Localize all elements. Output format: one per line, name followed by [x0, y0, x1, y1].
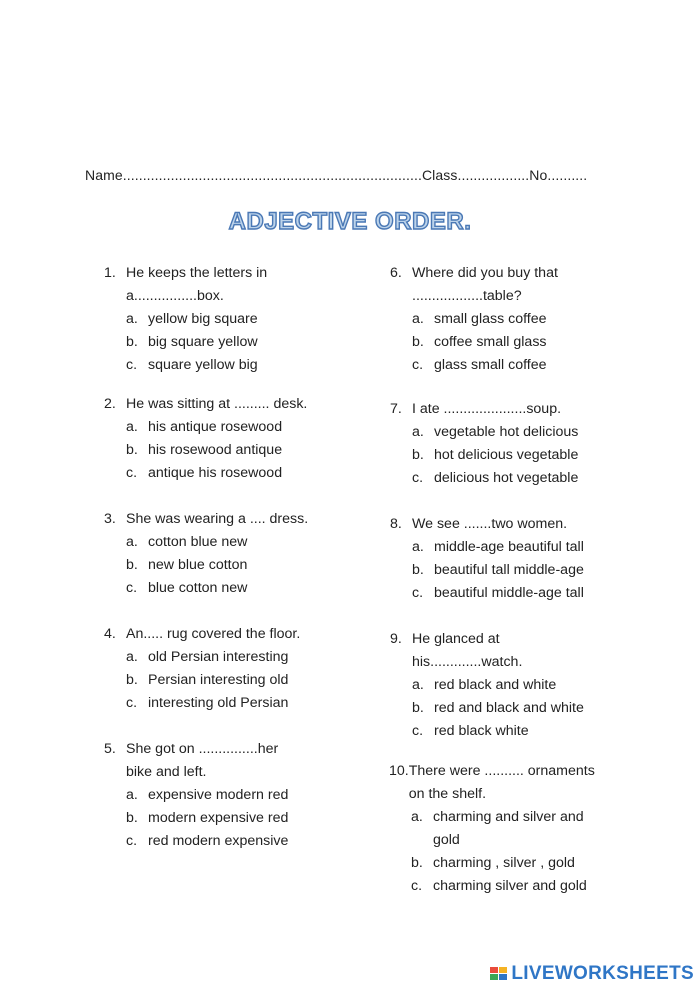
- question-text: He keeps the letters in a................box.: [126, 265, 268, 304]
- option-letter: c.: [126, 357, 138, 373]
- question-text: I ate .....................soup.: [412, 401, 562, 417]
- question-text: We see .......two women.: [412, 516, 568, 532]
- question-text: He glanced at his.............watch.: [412, 631, 523, 670]
- option-a[interactable]: [390, 421, 640, 444]
- option-text: beautiful middle-age tall: [434, 585, 584, 601]
- option-c[interactable]: [104, 354, 374, 377]
- option-letter: a.: [412, 424, 424, 440]
- question-8: [390, 513, 640, 605]
- option-letter: a.: [412, 539, 424, 555]
- question-7: [390, 398, 640, 490]
- option-text: hot delicious vegetable: [434, 447, 579, 463]
- option-letter: a.: [412, 311, 424, 327]
- option-text: red black and white: [434, 677, 557, 693]
- option-letter: b.: [412, 334, 424, 350]
- option-b[interactable]: [389, 852, 639, 875]
- option-text: red and black and white: [434, 700, 584, 716]
- question-3: [104, 508, 374, 600]
- option-b[interactable]: [104, 331, 374, 354]
- option-text: antique his rosewood: [148, 465, 283, 481]
- option-a[interactable]: [390, 674, 640, 697]
- question-text: There were .......... ornaments on the shelf.: [408, 763, 595, 802]
- question-number: 9.: [390, 631, 402, 647]
- option-text: charming , silver , gold: [433, 855, 575, 871]
- worksheet-title-text: ADJECTIVE ORDER.: [228, 208, 472, 235]
- question-number: 2.: [104, 396, 116, 412]
- option-letter: b.: [126, 810, 138, 826]
- option-b[interactable]: [104, 439, 374, 462]
- option-text: modern expensive red: [148, 810, 289, 826]
- question-6: [390, 262, 640, 377]
- question-text: She was wearing a .... dress.: [126, 511, 309, 527]
- option-letter: a.: [126, 311, 138, 327]
- option-text: yellow big square: [148, 311, 258, 327]
- option-text: his antique rosewood: [148, 419, 283, 435]
- question-number: 5.: [104, 741, 116, 757]
- liveworksheets-logo-icon: [490, 966, 508, 982]
- question-number: 1.: [104, 265, 116, 281]
- option-c[interactable]: [389, 875, 639, 898]
- option-text: middle-age beautiful tall: [434, 539, 584, 555]
- logo-square: [490, 974, 498, 980]
- option-text: cotton blue new: [148, 534, 248, 550]
- option-letter: a.: [412, 677, 424, 693]
- option-text: red black white: [434, 723, 529, 739]
- option-text: charming and silver and gold: [433, 809, 584, 848]
- option-b[interactable]: [390, 697, 640, 720]
- question-number: 8.: [390, 516, 402, 532]
- question-text: She got on ...............her bike and left.: [126, 741, 279, 780]
- option-letter: b.: [126, 672, 138, 688]
- question-1: [104, 262, 374, 377]
- option-c[interactable]: [390, 467, 640, 490]
- option-a[interactable]: [390, 308, 640, 331]
- option-text: old Persian interesting: [148, 649, 289, 665]
- question-10: [389, 760, 639, 898]
- option-b[interactable]: [390, 559, 640, 582]
- logo-square: [490, 967, 498, 973]
- option-text: red modern expensive: [148, 833, 289, 849]
- option-letter: c.: [412, 585, 424, 601]
- option-c[interactable]: [390, 582, 640, 605]
- option-letter: c.: [412, 723, 424, 739]
- option-text: square yellow big: [148, 357, 258, 373]
- option-b[interactable]: [104, 669, 374, 692]
- option-text: beautiful tall middle-age: [434, 562, 584, 578]
- option-text: delicious hot vegetable: [434, 470, 579, 486]
- option-a[interactable]: [104, 308, 374, 331]
- option-letter: c.: [126, 695, 138, 711]
- option-letter: b.: [126, 334, 138, 350]
- option-a[interactable]: [104, 784, 374, 807]
- option-b[interactable]: [104, 554, 374, 577]
- option-a[interactable]: [104, 646, 374, 669]
- question-number: 6.: [390, 265, 402, 281]
- worksheet-title: [0, 203, 700, 239]
- option-a[interactable]: [389, 806, 639, 852]
- option-b[interactable]: [390, 444, 640, 467]
- option-letter: b.: [412, 700, 424, 716]
- option-c[interactable]: [104, 692, 374, 715]
- liveworksheets-watermark: [490, 963, 694, 985]
- question-text: An..... rug covered the floor.: [126, 626, 301, 642]
- question-number: 7.: [390, 401, 402, 417]
- liveworksheets-brand-text: LIVEWORKSHEETS: [511, 963, 694, 984]
- question-4: [104, 623, 374, 715]
- option-b[interactable]: [390, 331, 640, 354]
- option-a[interactable]: [104, 416, 374, 439]
- question-number: 3.: [104, 511, 116, 527]
- option-letter: c.: [412, 470, 424, 486]
- option-text: blue cotton new: [148, 580, 248, 596]
- option-letter: c.: [411, 878, 423, 894]
- option-text: his rosewood antique: [148, 442, 283, 458]
- question-9: [390, 628, 640, 743]
- option-letter: b.: [412, 562, 424, 578]
- option-text: coffee small glass: [434, 334, 547, 350]
- question-5: [104, 738, 374, 853]
- option-text: vegetable hot delicious: [434, 424, 579, 440]
- option-letter: a.: [126, 787, 138, 803]
- worksheet-title-graphic: [228, 203, 472, 239]
- option-c[interactable]: [104, 830, 374, 853]
- name-class-number-line: Name...........................................................................Class..................No..........: [85, 167, 588, 183]
- option-c[interactable]: [390, 354, 640, 377]
- option-text: expensive modern red: [148, 787, 289, 803]
- option-c[interactable]: [390, 720, 640, 743]
- option-a[interactable]: [104, 531, 374, 554]
- option-letter: b.: [412, 447, 424, 463]
- option-letter: c.: [126, 580, 138, 596]
- question-text: He was sitting at ......... desk.: [126, 396, 308, 412]
- option-letter: a.: [126, 419, 138, 435]
- option-a[interactable]: [390, 536, 640, 559]
- option-text: big square yellow: [148, 334, 258, 350]
- option-letter: a.: [126, 649, 138, 665]
- option-c[interactable]: [104, 577, 374, 600]
- option-c[interactable]: [104, 462, 374, 485]
- option-letter: b.: [126, 557, 138, 573]
- logo-square: [499, 967, 507, 973]
- option-text: new blue cotton: [148, 557, 248, 573]
- question-2: [104, 393, 374, 485]
- option-letter: a.: [411, 809, 423, 825]
- option-letter: c.: [126, 833, 138, 849]
- option-letter: a.: [126, 534, 138, 550]
- option-letter: b.: [126, 442, 138, 458]
- question-number: 4.: [104, 626, 116, 642]
- question-text: Where did you buy that ..................table?: [412, 265, 558, 304]
- option-text: Persian interesting old: [148, 672, 289, 688]
- option-text: interesting old Persian: [148, 695, 289, 711]
- option-b[interactable]: [104, 807, 374, 830]
- option-letter: c.: [412, 357, 424, 373]
- option-text: glass small coffee: [434, 357, 547, 373]
- option-letter: c.: [126, 465, 138, 481]
- question-number: 10.: [389, 763, 409, 779]
- option-text: small glass coffee: [434, 311, 547, 327]
- logo-square: [499, 974, 507, 980]
- option-letter: b.: [411, 855, 423, 871]
- option-text: charming silver and gold: [433, 878, 587, 894]
